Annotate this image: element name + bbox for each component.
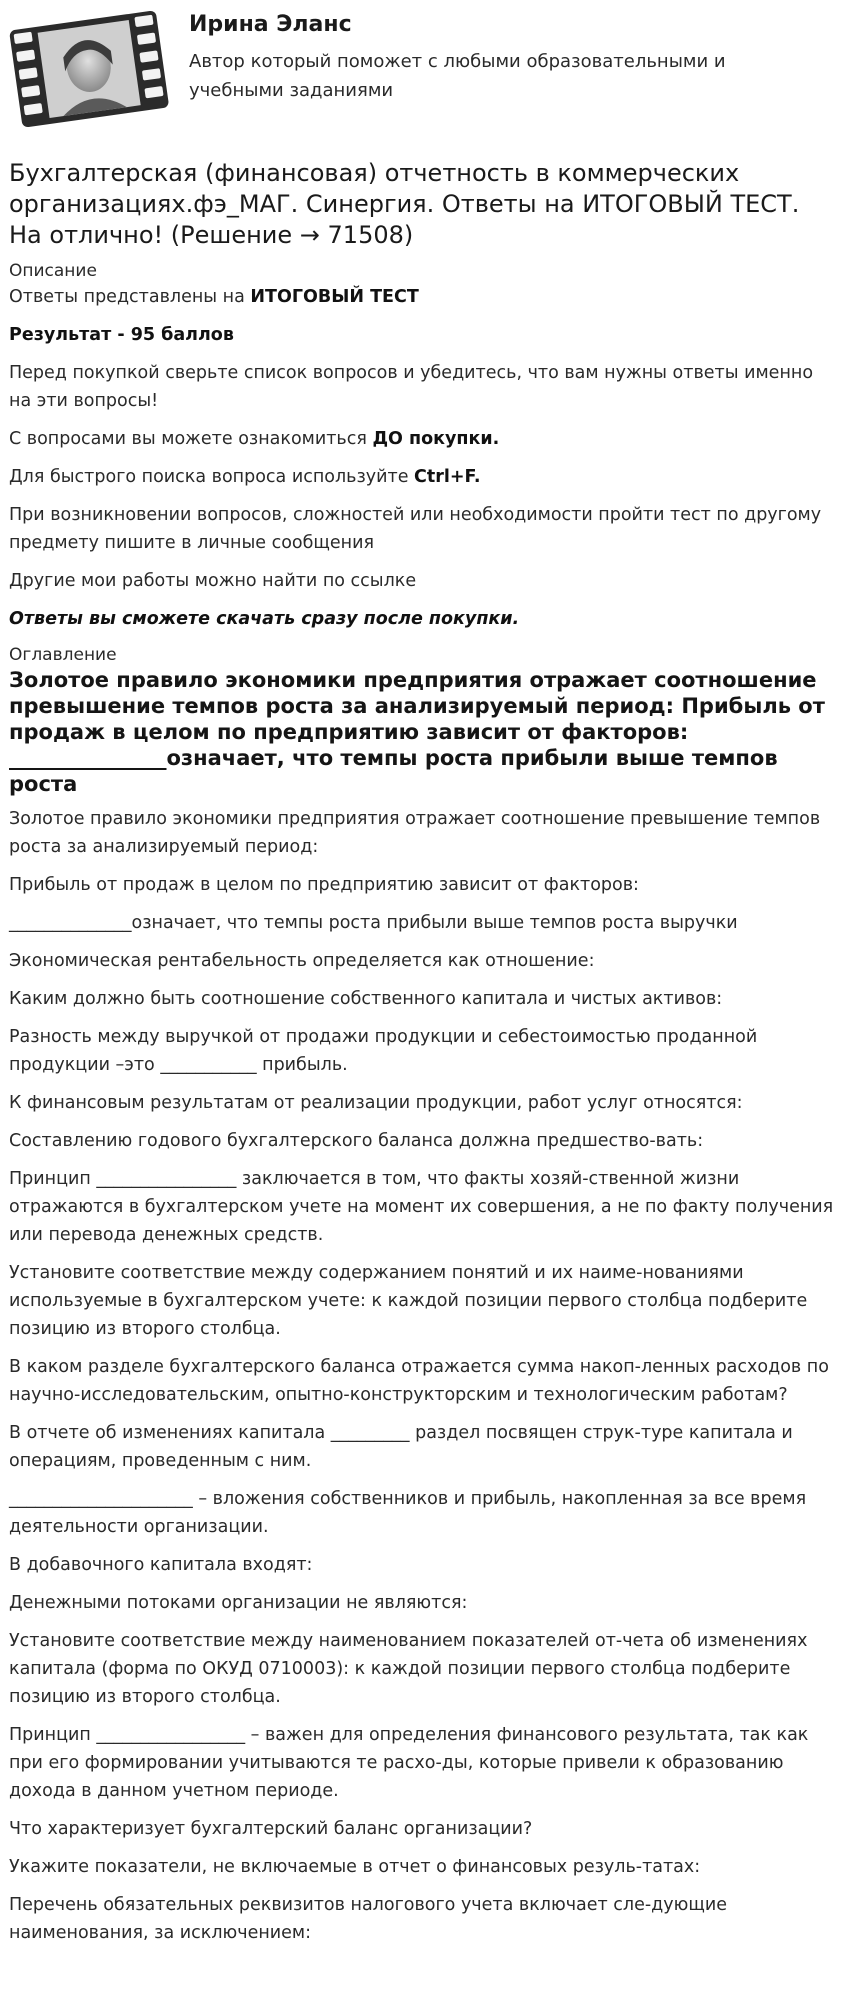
question-item: Золотое правило экономики предприятия отражает соотношение превышение темпов роста за анализируемый период: [9, 809, 821, 857]
contact-text: При возникновении вопросов, сложностей или необходимости пройти тест по другому предмету пишите в личные сообщения [9, 505, 822, 553]
check-text: Перед покупкой сверьте список вопросов и убедитесь, что вам нужны ответы именно на эти вопросы! [9, 363, 814, 411]
question-item: Перечень обязательных реквизитов налогового учета включает сле-дующие наименования, за исключением: [9, 1895, 727, 1943]
download-note: Ответы вы сможете скачать сразу после покупки. [9, 609, 520, 629]
toc-heading: Золотое правило экономики предприятия отражает соотношение превышение темпов роста за анализируемый период: Прибыль от продаж в целом по предприятию зависит от факторов: _______________означает, что темпы роста прибыли выше темпов роста [9, 668, 825, 796]
toc-label: Оглавление [9, 645, 117, 665]
intro-text: Ответы представлены на ИТОГОВЫЙ ТЕСТ [9, 287, 419, 307]
question-item: Принцип ________________ заключается в том, что факты хозяй-ственной жизни отражаются в бухгалтерском учете на момент их совершения, а не по факту получения или перевода денежных средств. [9, 1169, 834, 1245]
search-hint: Для быстрого поиска вопроса используйте Ctrl+F. [9, 467, 481, 487]
avatar[interactable] [9, 8, 169, 128]
author-card [9, 8, 838, 136]
page-title: Бухгалтерская (финансовая) отчетность в коммерческих организациях.фэ_МАГ. Синергия. Ответы на ИТОГОВЫЙ ТЕСТ. На отлично! (Решение → 71508) [9, 159, 800, 249]
question-item: Денежными потоками организации не являются: [9, 1593, 468, 1613]
author-name[interactable]: Ирина Эланс [189, 12, 352, 37]
question-item: Прибыль от продаж в целом по предприятию зависит от факторов: [9, 875, 639, 895]
avatar-film-frame [9, 8, 169, 128]
description-label: Описание [9, 261, 97, 281]
question-item: В каком разделе бухгалтерского баланса отражается сумма накоп-ленных расходов по научно-исследовательским, опытно-конструкторским и технологическим работам? [9, 1357, 829, 1405]
question-item: Разность между выручкой от продажи продукции и себестоимостью проданной продукции –это ___________ прибыль. [9, 1027, 758, 1075]
question-item: Каким должно быть соотношение собственного капитала и чистых активов: [9, 989, 723, 1009]
result-text: Результат - 95 баллов [9, 325, 234, 345]
question-item: Экономическая рентабельность определяется как отношение: [9, 951, 595, 971]
question-item: ______________означает, что темпы роста прибыли выше темпов роста выручки [9, 913, 738, 933]
other-works-text: Другие мои работы можно найти по ссылке [9, 571, 417, 591]
question-list [9, 805, 838, 1947]
preview-text: С вопросами вы можете ознакомиться ДО покупки. [9, 429, 500, 449]
question-item: Укажите показатели, не включаемые в отчет о финансовых резуль-татах: [9, 1857, 701, 1877]
author-info [189, 8, 789, 105]
question-item: Установите соответствие между содержанием понятий и их наиме-нованиями используемые в бухгалтерском учете: к каждой позиции первого столбца подберите позицию из второго столбца. [9, 1263, 808, 1339]
question-item: В добавочного капитала входят: [9, 1555, 313, 1575]
question-item: _____________________ – вложения собственников и прибыль, накопленная за все время деятельности организации. [9, 1489, 807, 1537]
question-item: Что характеризует бухгалтерский баланс организации? [9, 1819, 533, 1839]
author-description: Автор который поможет с любыми образовательными и учебными заданиями [189, 51, 726, 101]
question-item: Составлению годового бухгалтерского баланса должна предшество-вать: [9, 1131, 704, 1151]
question-item: Принцип _________________ – важен для определения финансового результата, так как при его формировании учитываются те расхо-ды, которые привели к образованию дохода в данном учетном периоде. [9, 1725, 809, 1801]
question-item: Установите соответствие между наименованием показателей от-чета об изменениях капитала (форма по ОКУД 0710003): к каждой позиции первого столбца подберите позицию из второго столбца. [9, 1631, 808, 1707]
question-item: В отчете об изменениях капитала _________ раздел посвящен струк-туре капитала и операциям, проведенным с ним. [9, 1423, 793, 1471]
question-item: К финансовым результатам от реализации продукции, работ услуг относятся: [9, 1093, 743, 1113]
